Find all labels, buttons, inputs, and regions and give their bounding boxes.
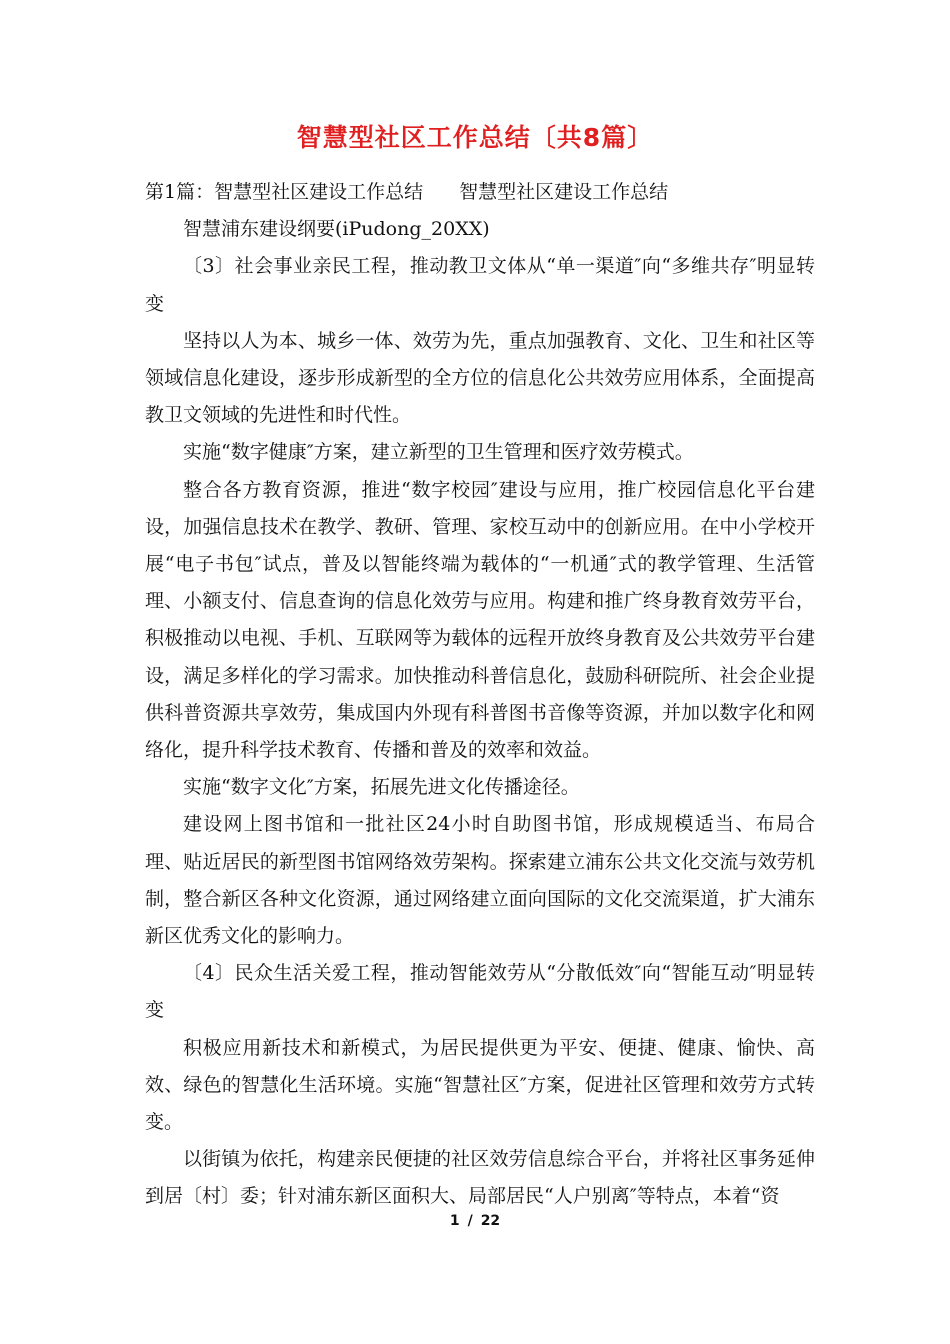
paragraph: 实施“数字健康″方案，建立新型的卫生管理和医疗效劳模式。 (183, 441, 694, 464)
chapter-label: 第1篇：智慧型社区建设工作总结 (145, 181, 424, 203)
paragraph: 智慧浦东建设纲要(iPudong_20XX) (183, 218, 490, 241)
chapter-heading (145, 174, 815, 211)
paragraph: 坚持以人为本、城乡一体、效劳为先，重点加强教育、文化、卫生和社区等领域信息化建设，逐步形成新型的全方位的信息化公共效劳应用体系，全面提高教卫文领域的先进性和时代性。 (145, 329, 815, 427)
page-separator: / (467, 1213, 473, 1229)
paragraph: 建设网上图书馆和一批社区24小时自助图书馆，形成规模适当、布局合理、贴近居民的新型图书馆网络效劳架构。探索建立浦东公共文化交流与效劳机制，整合新区各种文化资源，通过网络建立面向国际的文化交流渠道，扩大浦东新区优秀文化的影响力。 (145, 813, 815, 948)
paragraph: 〔3〕社会事业亲民工程，推动教卫文体从“单一渠道″向“多维共存″明显转变 (145, 255, 815, 315)
paragraph: 实施“数字文化″方案，拓展先进文化传播途径。 (183, 776, 580, 799)
current-page: 1 (449, 1213, 460, 1229)
total-pages: 22 (480, 1213, 501, 1229)
paragraph: 积极应用新技术和新模式，为居民提供更为平安、便捷、健康、愉快、高效、绿色的智慧化生活环境。实施“智慧社区″方案，促进社区管理和效劳方式转变。 (145, 1036, 815, 1134)
paragraph: 以街镇为依托，构建亲民便捷的社区效劳信息综合平台，并将社区事务延伸到居〔村〕委；针对浦东新区面积大、局部居民“人户别离″等特点，本着“资 (145, 1148, 815, 1208)
page-number (0, 1213, 950, 1229)
paragraph: 〔4〕民众生活关爱工程，推动智能效劳从“分散低效″向“智能互动″明显转变 (145, 962, 815, 1022)
document-body (145, 174, 815, 1216)
paragraph: 整合各方教育资源，推进“数字校园″建设与应用，推广校园信息化平台建设，加强信息技术在教学、教研、管理、家校互动中的创新应用。在中小学校开展“电子书包″试点，普及以智能终端为载体的“一机通″式的教学管理、生活管理、小额支付、信息查询的信息化效劳与应用。构建和推广终身教育效劳平台，积极推动以电视、手机、互联网等为载体的远程开放终身教育及公共效劳平台建设，满足多样化的学习需求。加快推动科普信息化，鼓励科研院所、社会企业提供科普资源共享效劳，集成国内外现有科普图书音像等资源，并加以数字化和网络化，提升科学技术教育、传播和普及的效率和效益。 (145, 478, 815, 762)
document-title: 智慧型社区工作总结〔共8篇〕 (296, 123, 654, 152)
chapter-subtitle: 智慧型社区建设工作总结 (459, 181, 669, 203)
